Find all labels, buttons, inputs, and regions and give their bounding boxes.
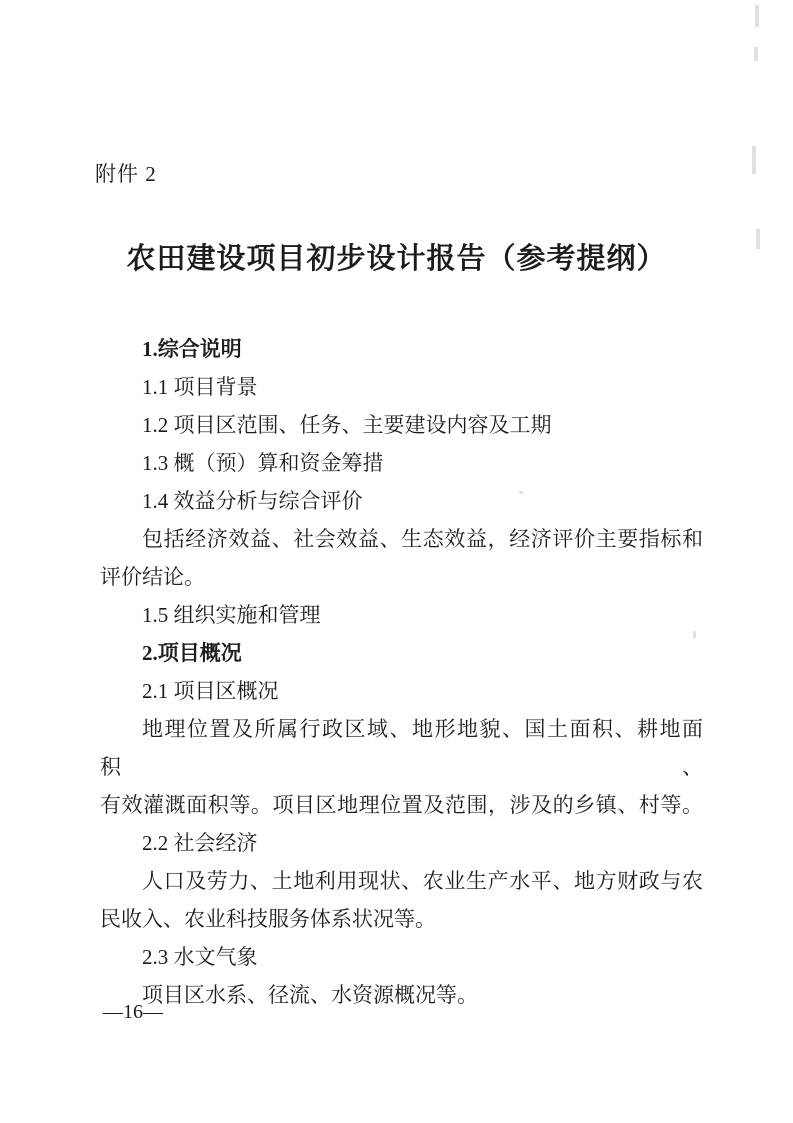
document-title: 农田建设项目初步设计报告（参考提纲）	[126, 243, 667, 275]
item-1-3: 1.3 概（预）算和资金筹措	[142, 451, 384, 475]
item-1-5: 1.5 组织实施和管理	[142, 603, 321, 627]
scan-artifact	[519, 491, 523, 494]
page-number: —16—	[103, 1001, 163, 1023]
item-1-4: 1.4 效益分析与综合评价	[142, 489, 363, 513]
attachment-label: 附件 2	[95, 162, 157, 186]
section-heading-1: 1.综合说明	[142, 337, 242, 361]
paragraph-line: 包括经济效益、社会效益、生态效益，经济评价主要指标和	[142, 527, 703, 551]
section-heading-2: 2.项目概况	[142, 641, 242, 665]
scan-artifact	[693, 631, 696, 638]
item-1-2: 1.2 项目区范围、任务、主要建设内容及工期	[142, 413, 552, 437]
paragraph-line: 地理位置及所属行政区域、地形地貌、国土面积、耕地面积、	[100, 717, 703, 779]
item-2-1: 2.1 项目区概况	[142, 679, 279, 703]
item-1-1: 1.1 项目背景	[142, 375, 258, 399]
paragraph-line: 人口及劳力、土地利用现状、农业生产水平、地方财政与农	[142, 869, 703, 893]
document-body	[0, 330, 793, 1014]
scan-artifact	[755, 5, 759, 27]
scan-artifact	[756, 229, 760, 249]
paragraph-line: 民收入、农业科技服务体系状况等。	[100, 907, 436, 931]
item-2-2: 2.2 社会经济	[142, 831, 258, 855]
scan-artifact	[752, 146, 756, 174]
paragraph-line: 有效灌溉面积等。项目区地理位置及范围，涉及的乡镇、村等。	[100, 793, 703, 817]
paragraph-line: 评价结论。	[100, 565, 205, 589]
scan-artifact	[754, 47, 758, 61]
item-2-3: 2.3 水文气象	[142, 945, 258, 969]
paragraph-line: 项目区水系、径流、水资源概况等。	[142, 983, 478, 1007]
